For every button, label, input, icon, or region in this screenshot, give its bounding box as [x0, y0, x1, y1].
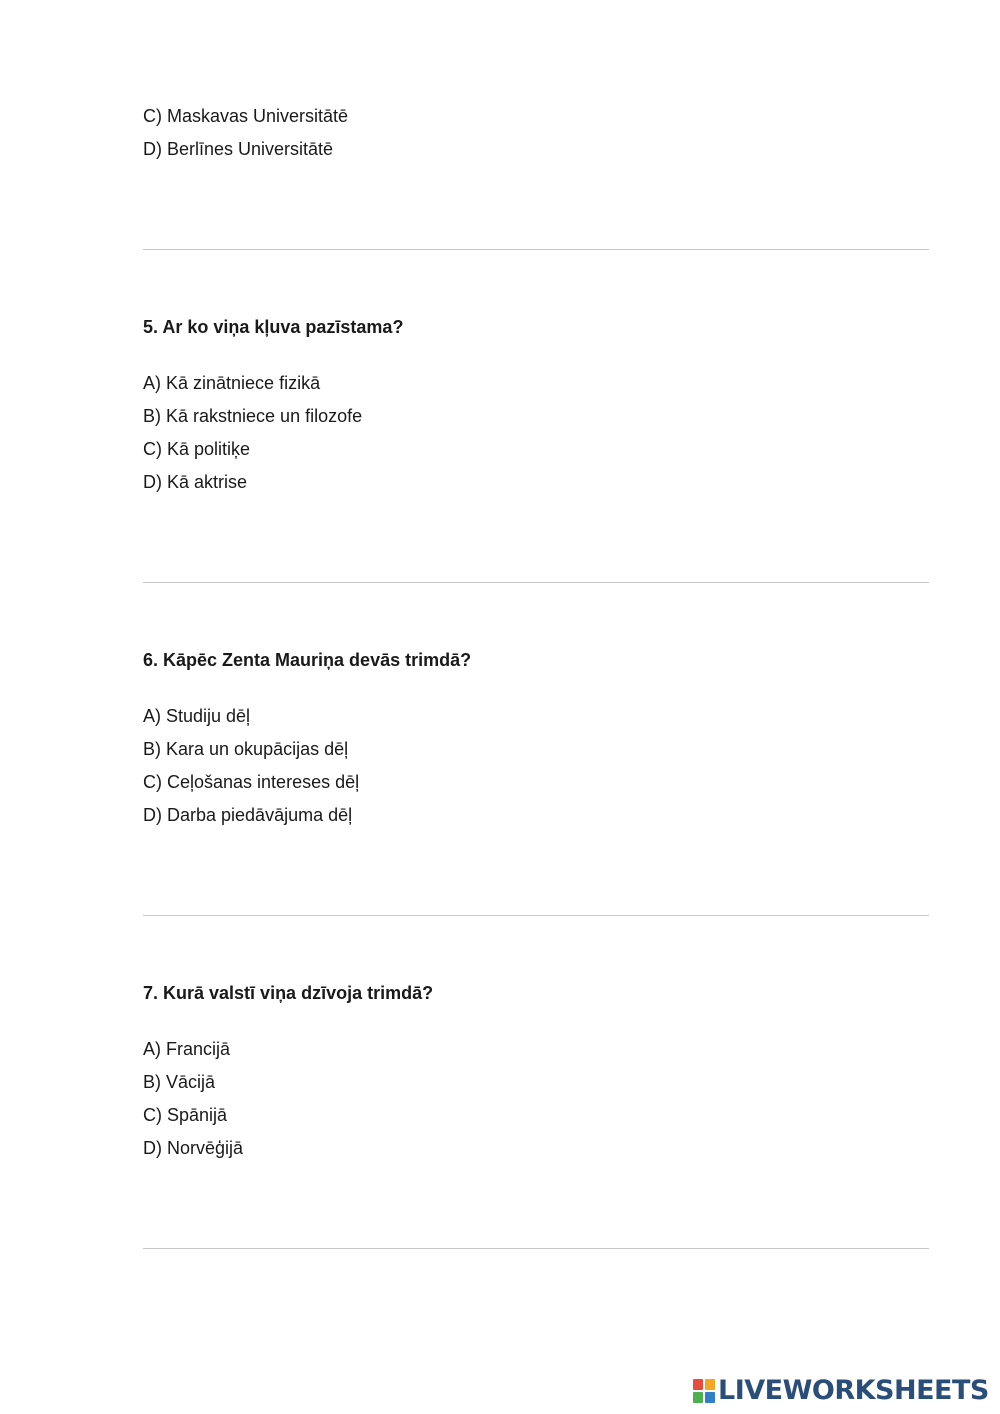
question-divider: [143, 582, 929, 583]
q6-option-b[interactable]: B) Kara un okupācijas dēļ: [143, 739, 349, 759]
question-divider: [143, 249, 929, 250]
q5-option-b[interactable]: B) Kā rakstniece un filozofe: [143, 406, 363, 426]
liveworksheets-logo-icon: [693, 1379, 715, 1403]
logo-square-red: [693, 1379, 703, 1390]
q7-option-b[interactable]: B) Vācijā: [143, 1072, 216, 1092]
q5-question: 5. Ar ko viņa kļuva pazīstama?: [143, 317, 404, 337]
q6-option-d[interactable]: D) Darba piedāvājuma dēļ: [143, 805, 353, 825]
q5-option-a[interactable]: A) Kā zinātniece fizikā: [143, 373, 321, 393]
brand-wordmark: LIVEWORKSHEETS: [718, 1375, 989, 1406]
q4-option-c[interactable]: C) Maskavas Universitātē: [143, 106, 349, 126]
q6-option-c[interactable]: C) Ceļošanas intereses dēļ: [143, 772, 360, 792]
q6-option-a[interactable]: A) Studiju dēļ: [143, 706, 251, 726]
q5-option-c[interactable]: C) Kā politiķe: [143, 439, 251, 459]
q7-question: 7. Kurā valstī viņa dzīvoja trimdā?: [143, 983, 434, 1003]
question-divider: [143, 915, 929, 916]
question-divider: [143, 1248, 929, 1249]
q7-option-d[interactable]: D) Norvēģijā: [143, 1138, 244, 1158]
q5-option-d[interactable]: D) Kā aktrise: [143, 472, 248, 492]
logo-square-green: [693, 1392, 703, 1403]
q7-option-a[interactable]: A) Francijā: [143, 1039, 231, 1059]
q6-question: 6. Kāpēc Zenta Mauriņa devās trimdā?: [143, 650, 472, 670]
q7-option-c[interactable]: C) Spānijā: [143, 1105, 228, 1125]
q4-option-d[interactable]: D) Berlīnes Universitātē: [143, 139, 334, 159]
logo-square-blue: [705, 1392, 715, 1403]
liveworksheets-brand[interactable]: [693, 1374, 989, 1408]
logo-square-orange: [705, 1379, 715, 1390]
